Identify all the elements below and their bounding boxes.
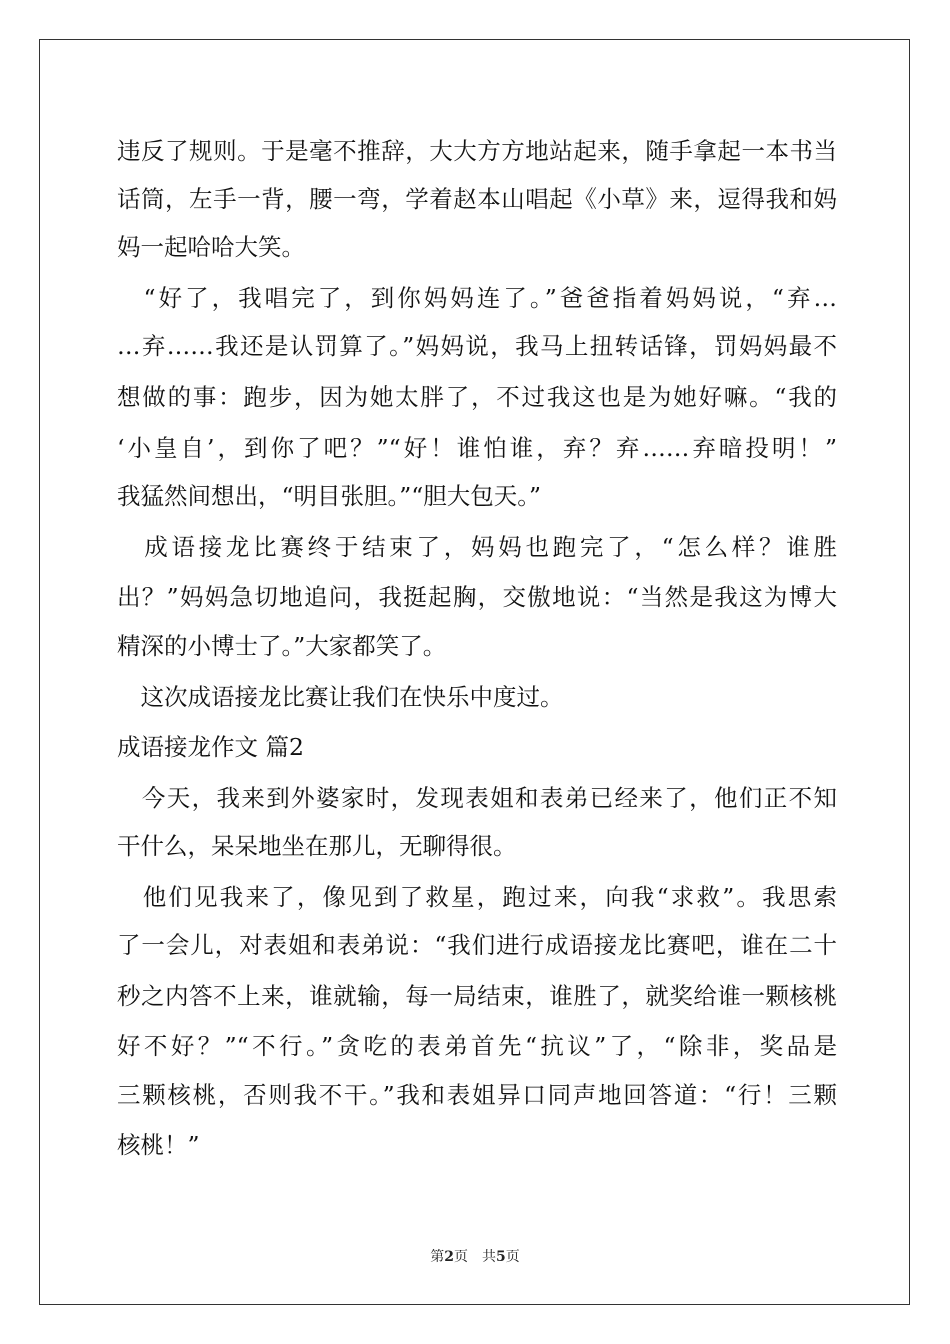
text-line: 干什么，呆呆地坐在那儿，无聊得很。 <box>117 832 517 860</box>
text-line: 核桃！” <box>117 1131 200 1159</box>
footer-suffix: 页 <box>505 1249 520 1265</box>
text-line: 我猛然间想出，“明目张胆。”“胆大包天。” <box>117 482 542 510</box>
footer-mid: 页 共 <box>454 1249 496 1265</box>
page-footer <box>0 1248 950 1266</box>
text-line: 违反了规则。于是毫不推辞，大大方方地站起来，随手拿起一本书当 <box>117 137 837 165</box>
text-line: 这次成语接龙比赛让我们在快乐中度过。 <box>117 683 564 711</box>
text-line: 精深的小博士了。”大家都笑了。 <box>117 632 447 660</box>
text-line: “好了，我唱完了，到你妈妈连了。”爸爸指着妈妈说，“弃… <box>117 284 837 312</box>
text-line: 三颗核桃，否则我不干。”我和表姐异口同声地回答道：“行！三颗 <box>117 1081 837 1109</box>
text-line: 好不好？”“不行。”贪吃的表弟首先“抗议”了，“除非，奖品是 <box>117 1032 837 1060</box>
text-line: 妈一起哈哈大笑。 <box>117 233 305 261</box>
text-line: 秒之内答不上来，谁就输，每一局结束，谁胜了，就奖给谁一颗核桃 <box>117 982 837 1010</box>
text-line: …弃……我还是认罚算了。”妈妈说，我马上扭转话锋，罚妈妈最不 <box>117 332 837 360</box>
text-line: 成语接龙比赛终于结束了，妈妈也跑完了，“怎么样？谁胜 <box>117 533 837 561</box>
footer-prefix: 第 <box>430 1249 445 1265</box>
text-line: 他们见我来了，像见到了救星，跑过来，向我“求救”。我思索 <box>117 883 837 911</box>
text-line: 出？”妈妈急切地追问，我挺起胸，交傲地说：“当然是我这为博大 <box>117 583 837 611</box>
text-line: 想做的事：跑步，因为她太胖了，不过我这也是为她好嘛。“我的 <box>117 383 837 411</box>
text-line: ‘小皇自’，到你了吧？”“好！谁怕谁，弃？弃……弃暗投明！” <box>117 434 837 462</box>
page-border <box>39 39 910 1305</box>
footer-page-total: 5 <box>496 1249 506 1265</box>
section-heading: 成语接龙作文 篇2 <box>117 733 304 761</box>
text-line: 话筒，左手一背，腰一弯，学着赵本山唱起《小草》来，逗得我和妈 <box>117 185 837 213</box>
text-line: 了一会儿，对表姐和表弟说：“我们进行成语接龙比赛吧，谁在二十 <box>117 931 837 959</box>
text-line: 今天，我来到外婆家时，发现表姐和表弟已经来了，他们正不知 <box>117 784 837 812</box>
footer-page-current: 2 <box>444 1249 454 1265</box>
